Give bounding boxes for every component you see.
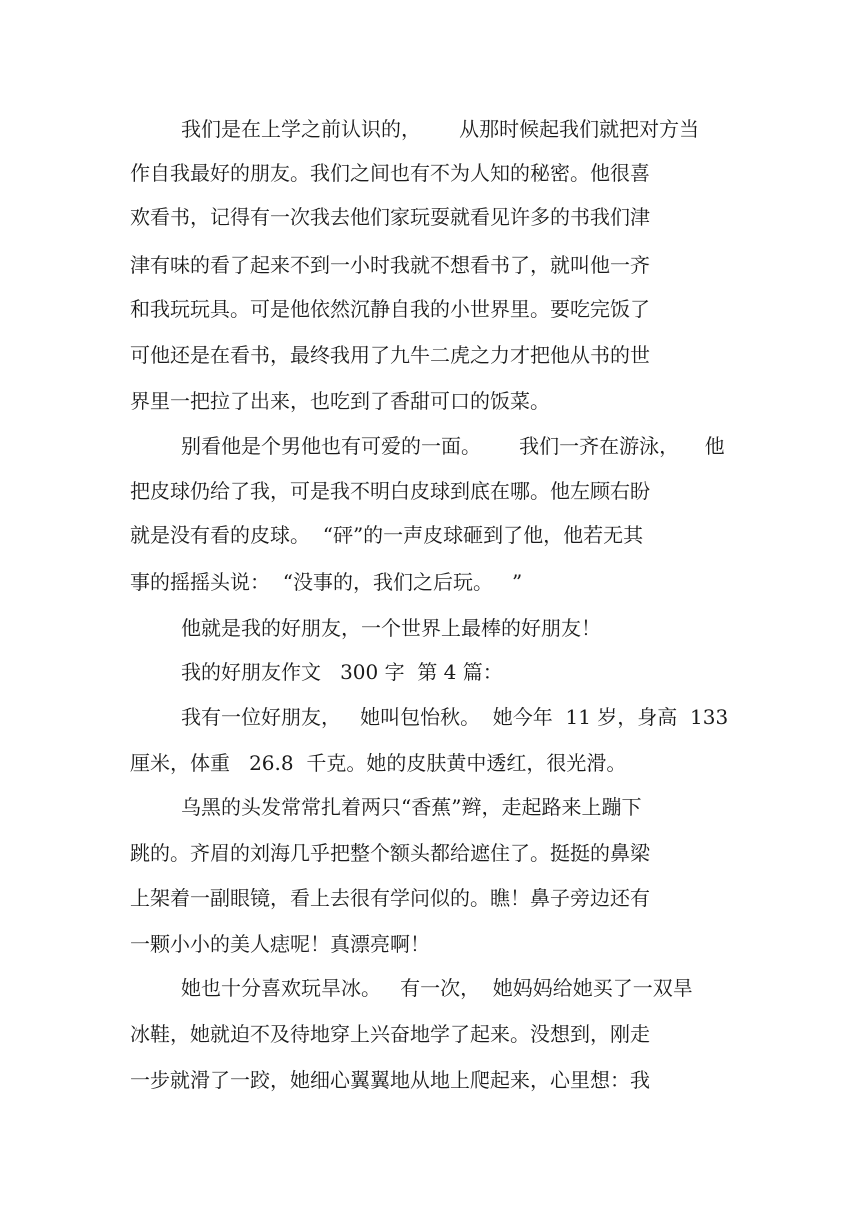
text-line: 我有一位好朋友， 她叫包怡秋。 她今年 11 岁，身高 133	[181, 705, 729, 729]
text-line: 作自我最好的朋友。我们之间也有不为人知的秘密。他很喜	[130, 161, 650, 185]
text-line: 一步就滑了一跤，她细心翼翼地从地上爬起来，心里想：我	[130, 1068, 650, 1092]
text-line: 跳的。齐眉的刘海几乎把整个额头都给遮住了。挺挺的鼻梁	[130, 841, 650, 865]
text-line: 我的好朋友作文 300 字 第 4 篇：	[181, 660, 503, 684]
text-line: 一颗小小的美人痣呢！真漂亮啊！	[130, 932, 430, 956]
text-line: 把皮球仍给了我，可是我不明白皮球到底在哪。他左顾右盼	[130, 479, 650, 503]
text-line: 乌黑的头发常常扎着两只“香蕉”辫，走起路来上蹦下	[181, 795, 642, 819]
text-line: 津有味的看了起来不到一小时我就不想看书了，就叫他一齐	[130, 253, 650, 277]
text-line: 欢看书，记得有一次我去他们家玩耍就看见许多的书我们津	[130, 205, 650, 229]
text-line: 别看他是个男他也有可爱的一面。 我们一齐在游泳， 他	[181, 434, 725, 458]
text-line: 和我玩玩具。可是他依然沉静自我的小世界里。要吃完饭了	[130, 297, 650, 321]
text-line: 上架着一副眼镜，看上去很有学问似的。瞧！鼻子旁边还有	[130, 886, 650, 910]
text-line: 厘米，体重 26.8 千克。她的皮肤黄中透红，很光滑。	[130, 751, 627, 775]
text-line: 事的摇摇头说： “没事的，我们之后玩。 ”	[130, 570, 523, 594]
text-line: 我们是在上学之前认识的， 从那时候起我们就把对方当	[181, 117, 700, 141]
text-line: 他就是我的好朋友，一个世界上最棒的好朋友！	[181, 616, 601, 640]
text-line: 冰鞋，她就迫不及待地穿上兴奋地学了起来。没想到，刚走	[130, 1022, 650, 1046]
text-line: 就是没有看的皮球。 “砰”的一声皮球砸到了他，他若无其	[130, 523, 644, 547]
text-line: 界里一把拉了出来，也吃到了香甜可口的饭菜。	[130, 389, 550, 413]
text-line: 她也十分喜欢玩旱冰。 有一次， 她妈妈给她买了一双旱	[181, 976, 693, 1000]
text-line: 可他还是在看书，最终我用了九牛二虎之力才把他从书的世	[130, 343, 650, 367]
